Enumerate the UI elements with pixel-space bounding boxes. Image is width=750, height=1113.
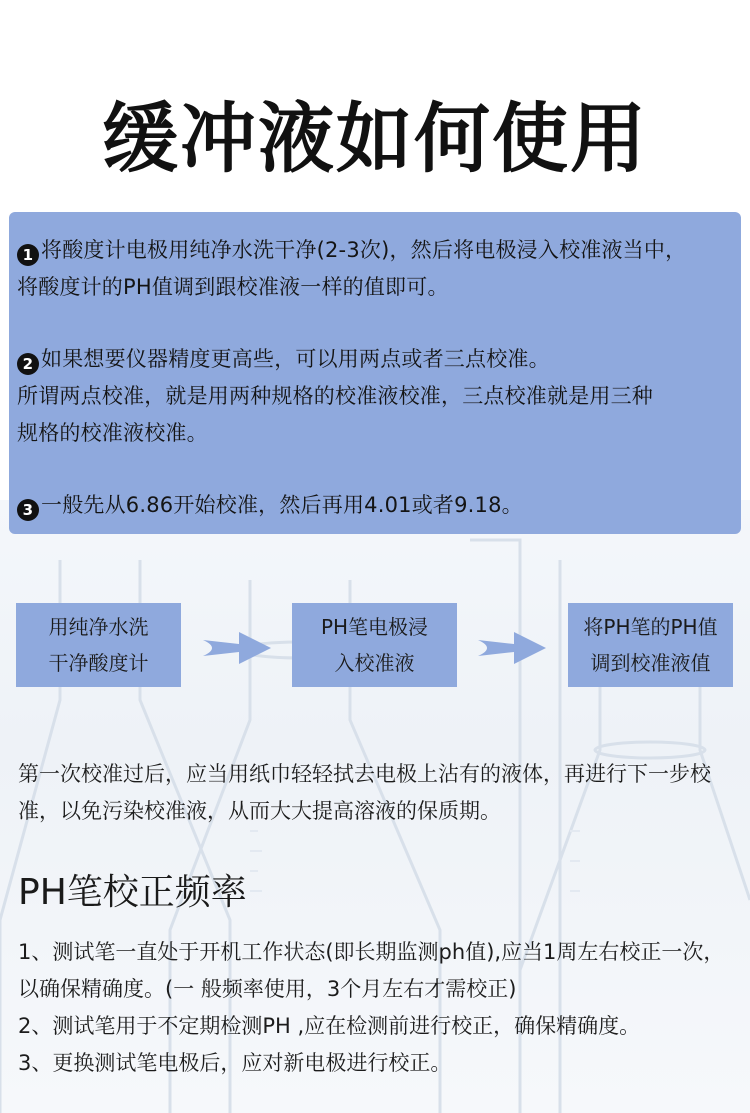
step-1-line-2: 将酸度计的PH值调到跟校准液一样的值即可。 [17, 275, 449, 299]
frequency-item-3: 3、更换测试笔电极后，应对新电极进行校正。 [18, 1051, 452, 1075]
flow-step-2 [292, 603, 457, 687]
step-3-line-1 [17, 487, 733, 524]
flow-step-2-line-1: PH笔电极浸 [320, 615, 429, 639]
frequency-item-1: 1、测试笔一直处于开机工作状态(即长期监测ph值),应当1周左右校正一次，以确保精确度。(一 般频率使用，3个月左右才需校正) [18, 940, 725, 1001]
step-2-line-3: 规格的校准液校准。 [17, 421, 208, 445]
flow-step-1-line-2: 干净酸度计 [48, 651, 149, 675]
step-2-line-1 [17, 341, 733, 378]
number-2-icon: 2 [17, 353, 39, 375]
number-1-icon: 1 [17, 244, 39, 266]
calibration-note: 第一次校准过后，应当用纸巾轻轻拭去电极上沾有的液体，再进行下一步校准，以免污染校准液，从而大大提高溶液的保质期。 [18, 762, 711, 823]
instructions-panel [9, 212, 741, 534]
step-2-text: 如果想要仪器精度更高些，可以用两点或者三点校准。 [41, 347, 550, 371]
step-1-line-1 [17, 232, 733, 269]
page-title: 缓冲液如何使用 [102, 94, 648, 183]
frequency-title: PH笔校正频率 [18, 872, 247, 913]
step-2-line-2: 所谓两点校准，就是用两种规格的校准液校准，三点校准就是用三种 [17, 384, 653, 408]
flow-step-1-line-1: 用纯净水洗 [48, 615, 149, 639]
arrow-right-icon [203, 630, 271, 666]
frequency-item-2: 2、测试笔用于不定期检测PH ,应在检测前进行校正，确保精确度。 [18, 1014, 641, 1038]
flow-step-3 [568, 603, 733, 687]
step-1-text: 将酸度计电极用纯净水洗干净(2-3次)，然后将电极浸入校准液当中， [41, 238, 687, 262]
flow-step-2-line-2: 入校准液 [334, 651, 415, 675]
step-3-text: 一般先从6.86开始校准，然后再用4.01或者9.18。 [41, 493, 523, 517]
frequency-list [18, 934, 738, 1082]
arrow-right-icon [478, 630, 546, 666]
number-3-icon: 3 [17, 499, 39, 521]
flow-step-1 [16, 603, 181, 687]
flow-step-3-line-1: 将PH笔的PH值 [583, 615, 718, 639]
flow-step-3-line-2: 调到校准液值 [590, 651, 711, 675]
